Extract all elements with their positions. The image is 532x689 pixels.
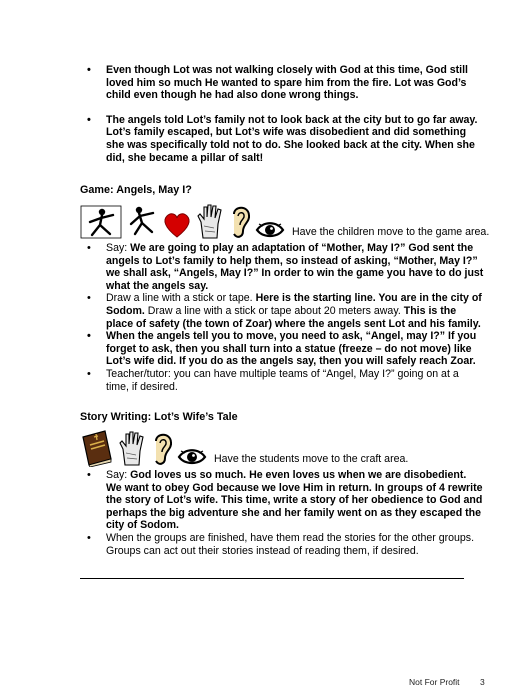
list-item: • Teacher/tutor: you can have multiple teams of “Angel, May I?” going on at a time, if desired. (80, 368, 484, 393)
intro-bullet-list (80, 64, 484, 164)
list-item: • When the groups are finished, have them read the stories for the other groups. Groups can act out their stories instead of reading them, if desired. (80, 532, 484, 557)
ear-icon (228, 204, 252, 240)
list-item-bold: Here is the starting line. You are in the city of Sodom. (106, 292, 482, 317)
story-heading: Story Writing: Lot’s Wife’s Tale (80, 411, 238, 423)
running-person-icon (127, 204, 159, 240)
list-item: • When the angels tell you to move, you need to ask, “Angel, may I?” If you forget to ask, then you shall turn into a statue (freeze – do not move) like Lot’s wife did. If you do as the angels say, then you will safely reach Zoar. (80, 330, 484, 368)
hand-icon (117, 429, 147, 467)
running-person-icon (80, 204, 124, 240)
list-item-text: Say: (106, 469, 131, 481)
ear-icon (150, 431, 174, 467)
heart-icon (162, 210, 192, 240)
footer-label: Not For Profit (409, 677, 460, 687)
list-item-text: Say: (106, 242, 131, 254)
game-icon-caption: Have the children move to the game area. (292, 226, 490, 239)
list-item (80, 242, 484, 292)
list-item (80, 292, 484, 330)
list-item-text: Draw a line with a stick or tape about 20 meters away. (144, 304, 404, 317)
game-bullet-list (80, 242, 484, 393)
list-item-bold: This is the place of safety (the town of Zoar) where the angels sent Lot and his family. (106, 304, 481, 330)
list-item-text: Draw a line with a stick or tape. (106, 292, 256, 305)
game-icon-row (80, 200, 489, 240)
story-bullet-list (80, 469, 484, 557)
list-item-bold: We are going to play an adaptation of “Mother, May I?” God sent the angels to Lot’s family to help them, so instead of asking, “Mother, May I?” we shall ask, “Angels, May I?” In order to win the game you have to do just what the angels say. (106, 242, 484, 292)
list-item-bold: God loves us so much. He even loves us when we are disobedient. We want to obey God because we love Him in return. In groups of 4 rewrite the story of Lot’s wife. This time, write a story of her obedience to God and perhaps the big adventure she and her family went on as they escaped the city of Sodom. (106, 469, 483, 532)
game-heading: Game: Angels, May I? (80, 184, 192, 196)
hand-icon (195, 202, 225, 240)
list-item (80, 469, 484, 532)
list-item: • Even though Lot was not walking closely with God at this time, God still loved him so much He wanted to spare him from the fire. Lot was God’s child even though he had also done wrong things. (80, 64, 484, 102)
eye-icon (177, 445, 207, 467)
story-icon-row (80, 427, 408, 467)
eye-icon (255, 218, 285, 240)
book-icon (80, 429, 114, 467)
story-icon-caption: Have the students move to the craft area. (214, 453, 409, 466)
page-number: 3 (480, 677, 485, 687)
list-item: • The angels told Lot’s family not to look back at the city but to go far away. Lot’s family escaped, but Lot’s wife was disobedient and did something she was specifically told not to do. She looked back at the city. When she did, she became a pillar of salt! (80, 114, 484, 164)
horizontal-rule (80, 578, 464, 579)
